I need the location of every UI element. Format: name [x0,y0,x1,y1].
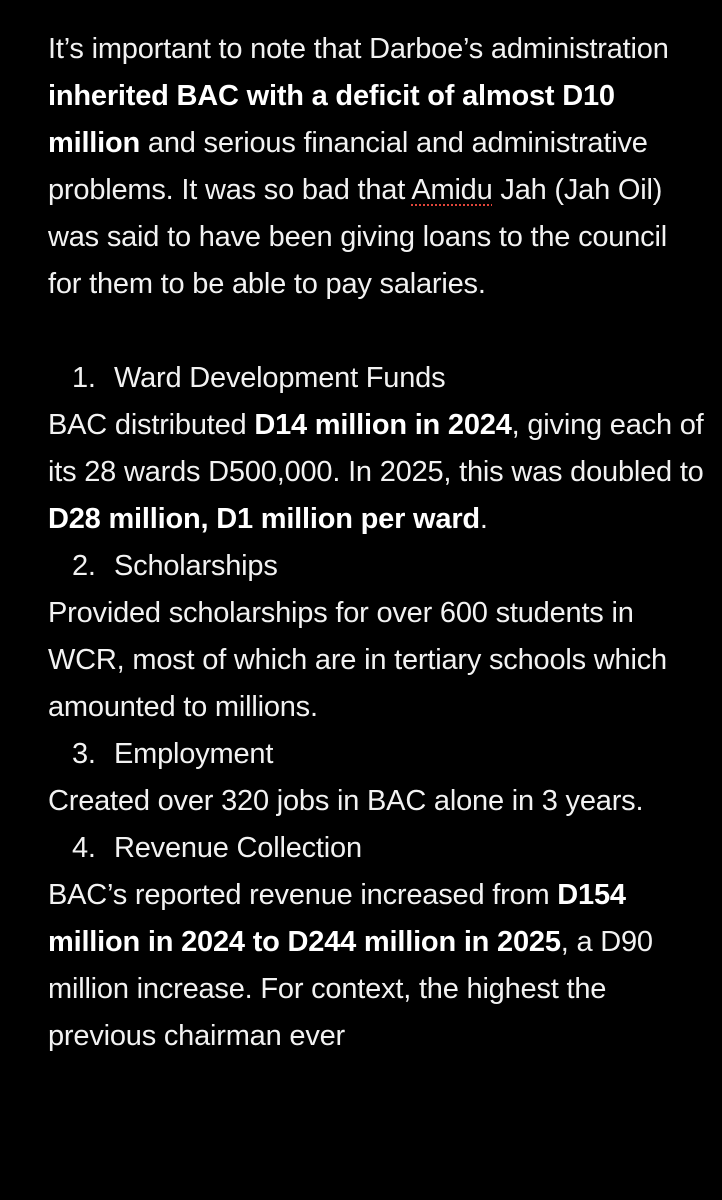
list-item-heading [48,355,708,402]
list-item-body [48,590,708,731]
list-item-heading [48,731,708,778]
intro-text-1: It’s important to note that Darboe’s administration [48,33,669,65]
spellcheck-flagged-word[interactable]: Amidu [411,174,493,206]
list-item-body [48,778,708,825]
body-text: , giving each of its 28 wards D500,000. In 2025, this was doubled to [48,409,704,488]
intro-text-2: and serious financial and administrative problems. It was so bad that [48,127,648,206]
list-item-heading [48,825,708,872]
list-title: Revenue Collection [114,832,362,864]
list-number: 1. [72,362,96,394]
intro-text-3: Jah (Jah Oil) was said to have been giving loans to the council for them to be able to pay salaries. [48,174,667,300]
body-text: BAC distributed [48,409,255,441]
document-body [48,26,708,1060]
list-item-heading [48,543,708,590]
list-item-body [48,402,708,543]
body-text: , a D90 million increase. For context, the highest the previous chairman ever [48,926,653,1052]
body-text: Provided scholarships for over 600 students in WCR, most of which are in tertiary schools which amounted to millions. [48,597,667,723]
intro-paragraph [48,26,708,308]
body-bold: D154 million in 2024 to D244 million in 2025 [48,879,626,958]
list-number: 3. [72,738,96,770]
body-text: Created over 320 jobs in BAC alone in 3 years. [48,785,644,817]
body-bold: D14 million in 2024 [254,409,512,441]
list-number: 4. [72,832,96,864]
list-number: 2. [72,550,96,582]
list-title: Ward Development Funds [114,362,446,394]
body-bold: D28 million, D1 million per ward [48,503,480,535]
body-text: . [479,503,488,535]
body-text: BAC’s reported revenue increased from [48,879,558,911]
list-title: Employment [114,738,274,770]
paragraph-spacer [48,308,708,355]
intro-bold-deficit: inherited BAC with a deficit of almost D10 million [48,80,615,159]
list-title: Scholarships [114,550,278,582]
list-item-body [48,872,708,1060]
